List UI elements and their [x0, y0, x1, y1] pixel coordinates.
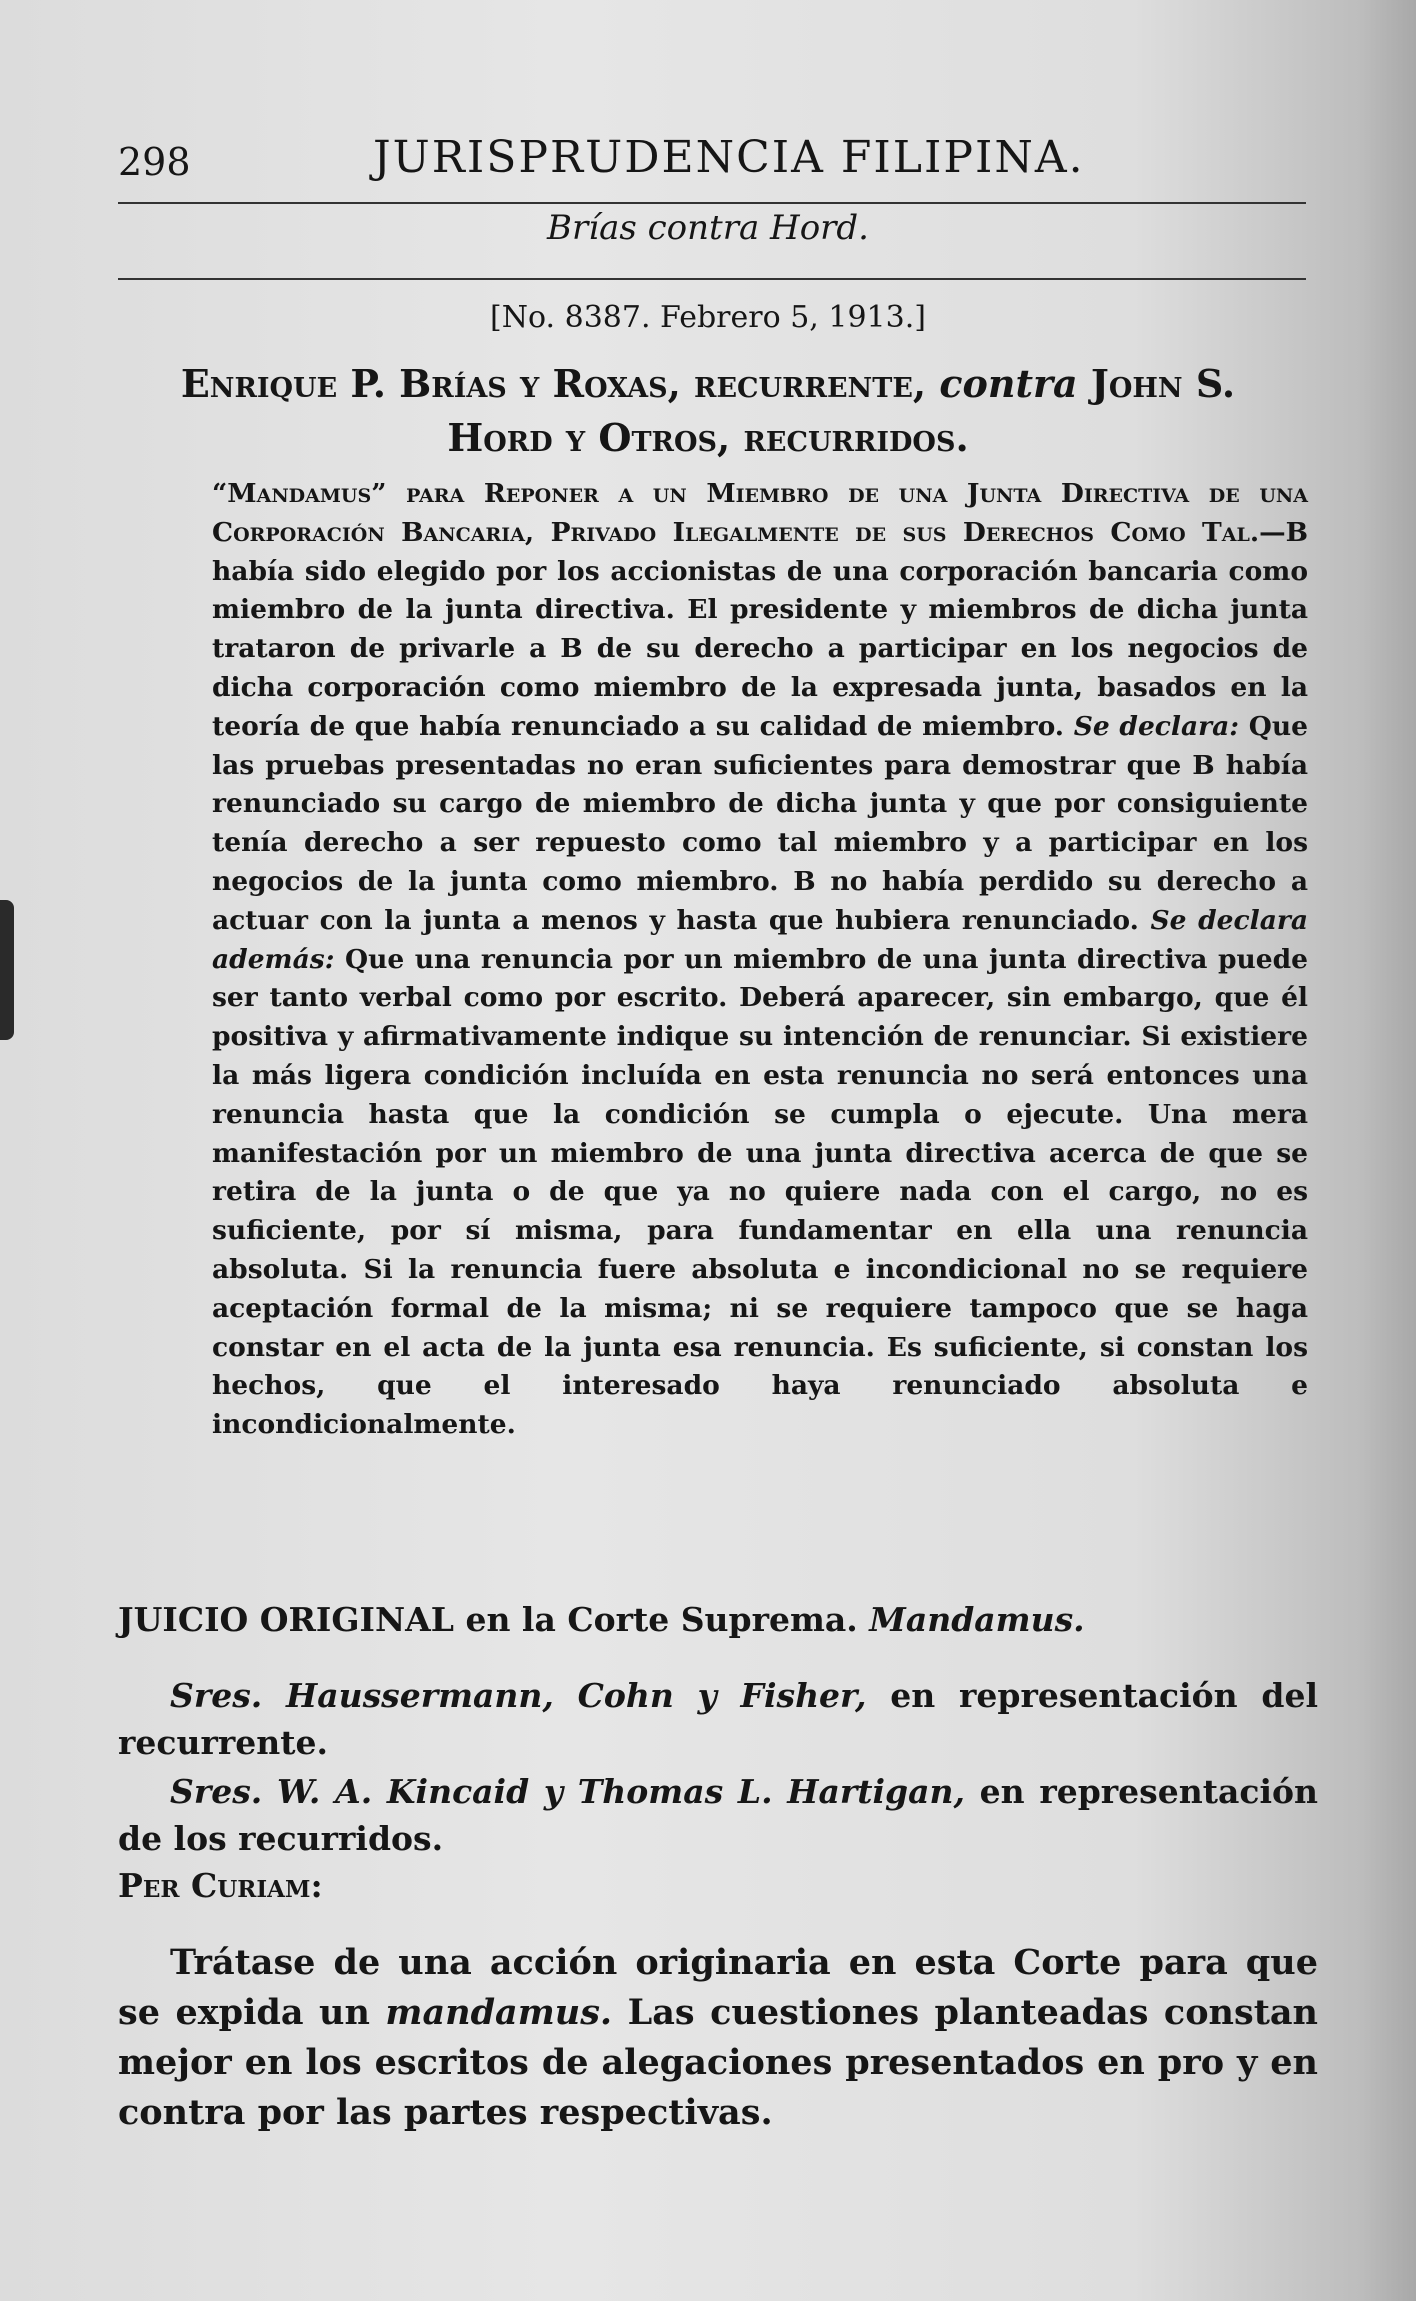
- counsel-respondent-names: Sres. W. A. Kincaid y Thomas L. Hartigan,: [170, 1772, 965, 1811]
- counsel-respondent: [118, 1768, 1318, 1862]
- respondent-line-1: John S.: [1090, 361, 1236, 406]
- counsel-respondent-role: en representación de los recurridos.: [118, 1772, 1318, 1858]
- opinion-paragraph: [118, 1938, 1318, 2138]
- syllabus-text-1: —B había sido elegido por los accionistas de una corporación bancaria como miembro de la junta directiva. El presidente y miembros de dicha junta trataron de privarle a B de su derecho a participar en los negocios de dicha corporación como miembro de la expresada junta, basados en la teoría de que había renunciado a su calidad de miembro.: [212, 516, 1308, 742]
- header-rule: [118, 202, 1306, 204]
- respondent-line-2: Hord y Otros, recurridos.: [447, 415, 969, 460]
- syllabus: [212, 475, 1308, 1445]
- counsel-petitioner-names: Sres. Haussermann, Cohn y Fisher,: [170, 1676, 867, 1715]
- case-title-rule: [118, 278, 1306, 280]
- counsel-petitioner: [118, 1672, 1318, 1766]
- se-declara: Se declara:: [1073, 710, 1240, 742]
- syllabus-text-3: Que una renuncia por un miembro de una junta directiva puede ser tanto verbal como por escrito. Deberá aparecer, sin embargo, que él positiva y afirmativamente indique su intención de renunciar. Si existiere la más ligera condición incluída en esta renuncia no será entonces una renuncia hasta que la condición se cumpla o ejecute. Una mera manifestación por un miembro de una junta directiva acerca de que se retira de la junta o de que ya no quiere nada con el cargo, no es suficiente, por sí misma, para fundamentar en ella una renuncia absoluta. Si la renuncia fuere absoluta e incondicional no se requiere aceptación formal de la misma; ni se requiere tampoco que se haga constar en el acta de la junta esa renuncia. Es suficiente, si constan los hechos, que el interesado haya renunciado absoluta e incondicionalmente.: [212, 943, 1308, 1441]
- page-number: 298: [118, 140, 191, 184]
- per-curiam: Per Curiam:: [118, 1866, 323, 1905]
- case-title: Brías contra Hord.: [547, 208, 869, 248]
- opinion-part-2: Las cuestiones planteadas constan mejor en los escritos de alegaciones presentados en pro y en contra por las partes respectivas.: [118, 1992, 1319, 2133]
- running-title: JURISPRUDENCIA FILIPINA.: [373, 132, 1085, 183]
- page-header: [118, 132, 1308, 192]
- counsel-petitioner-role: en representación del recurrente.: [118, 1676, 1318, 1762]
- contra-word: contra: [939, 361, 1078, 406]
- docket-number: [No. 8387. Febrero 5, 1913.]: [490, 300, 926, 335]
- parties: [118, 357, 1298, 465]
- juicio-type: Mandamus.: [869, 1600, 1085, 1639]
- petitioner: Enrique P. Brías y Roxas, recurrente,: [180, 361, 927, 406]
- opinion-part-1: Trátase de una acción originaria en esta Corte para que se expida un: [118, 1942, 1318, 2033]
- opinion-mandamus: mandamus.: [385, 1992, 613, 2033]
- syllabus-text-2: Que las pruebas presentadas no eran suficientes para demostrar que B había renunciado su cargo de miembro de dicha junta y que por consiguiente tenía derecho a ser repuesto como tal miembro y a participar en los negocios de la junta como miembro. B no había perdido su derecho a actuar con la junta a menos y hasta que hubiera renunciado.: [212, 710, 1308, 936]
- binding-shadow: [0, 900, 14, 1040]
- se-declara-ademas: Se declara además:: [212, 904, 1308, 975]
- juicio-original: [118, 1596, 1318, 1643]
- juicio-label: JUICIO ORIGINAL en la Corte Suprema.: [118, 1600, 858, 1639]
- syllabus-heading: “Mandamus” para Reponer a un Miembro de una Junta Directiva de una Corporación Bancaria, Privado Ilegalmente de sus Derechos Como Tal.: [212, 478, 1308, 548]
